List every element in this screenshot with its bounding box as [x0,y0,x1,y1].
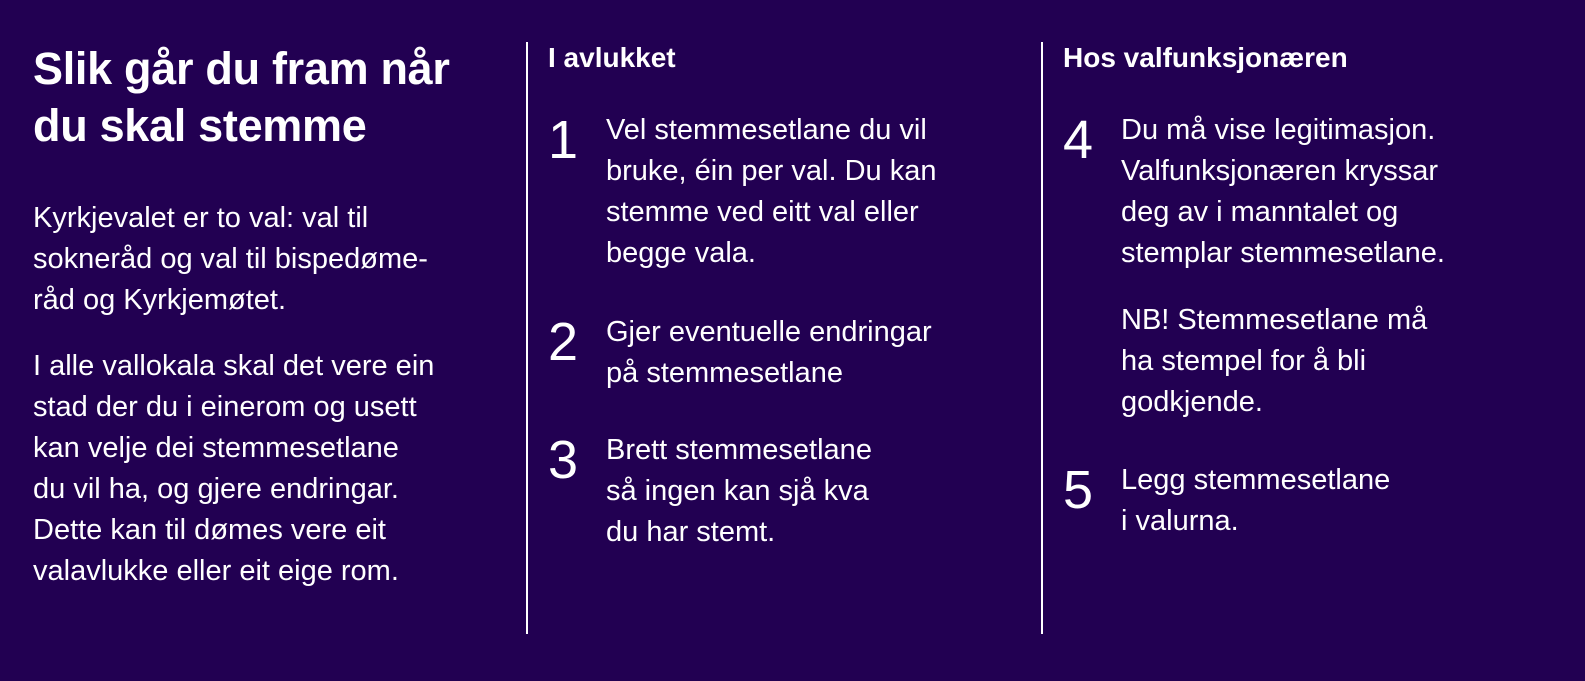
intro-paragraph-2-line: Dette kan til dømes vere eit [33,514,386,546]
step-text-line: begge vala. [606,237,756,269]
intro-paragraph-2 [33,346,513,592]
intro-paragraph-1-line: råd og Kyrkjemøtet. [33,284,287,316]
step-number: 5 [1063,460,1094,520]
intro-paragraph-1-line: Kyrkjevalet er to val: val til [33,202,369,234]
nb-note-line: godkjende. [1121,386,1263,418]
page-title [33,40,513,154]
intro-column [33,0,513,681]
step-number: 3 [548,430,579,490]
step-text-line: stemplar stemmesetlane. [1121,237,1445,269]
nb-note [1121,300,1561,423]
step-text [606,312,1016,394]
step-number: 1 [548,110,579,170]
intro-paragraph-2-line: kan velje dei stemmesetlane [33,432,399,464]
intro-paragraph-2-line: du vil ha, og gjere endringar. [33,473,399,505]
step-text-line: Du må vise legitimasjon. [1121,114,1436,146]
column-divider [1041,42,1043,634]
step-text-line: i valurna. [1121,505,1239,537]
page-title-line-2: du skal stemme [33,100,367,151]
official-column [1063,0,1563,681]
step-text-line: så ingen kan sjå kva [606,475,869,507]
intro-paragraph-2-line: valavlukke eller eit eige rom. [33,555,399,587]
nb-note-line: NB! Stemmesetlane må [1121,304,1428,336]
step-text-line: Valfunksjonæren kryssar [1121,155,1438,187]
step-text [606,110,1016,274]
step-text [1121,110,1561,274]
step-text-line: Vel stemmesetlane du vil [606,114,927,146]
booth-heading: I avlukket [548,42,676,73]
step-number: 4 [1063,110,1094,170]
intro-paragraph-2-line: stad der du i einerom og usett [33,391,417,423]
intro-paragraph-2-line: I alle vallokala skal det vere ein [33,350,435,382]
booth-column [548,0,1018,681]
step-text-line: deg av i manntalet og [1121,196,1399,228]
step-text-line: bruke, éin per val. Du kan [606,155,937,187]
step-text-line: Gjer eventuelle endringar [606,316,932,348]
step-text-line: du har stemt. [606,516,776,548]
step-text-line: Legg stemmesetlane [1121,464,1391,496]
step-text-line: på stemmesetlane [606,357,843,389]
page-title-line-1: Slik går du fram når [33,43,450,94]
nb-note-line: ha stempel for å bli [1121,345,1367,377]
intro-paragraph-1 [33,198,513,321]
step-text [606,430,1016,553]
official-heading: Hos valfunksjonæren [1063,42,1348,73]
intro-paragraph-1-line: sokneråd og val til bispedøme- [33,243,428,275]
step-number: 2 [548,312,579,372]
column-divider [526,42,528,634]
step-text [1121,460,1561,542]
step-text-line: stemme ved eitt val eller [606,196,919,228]
step-text-line: Brett stemmesetlane [606,434,872,466]
